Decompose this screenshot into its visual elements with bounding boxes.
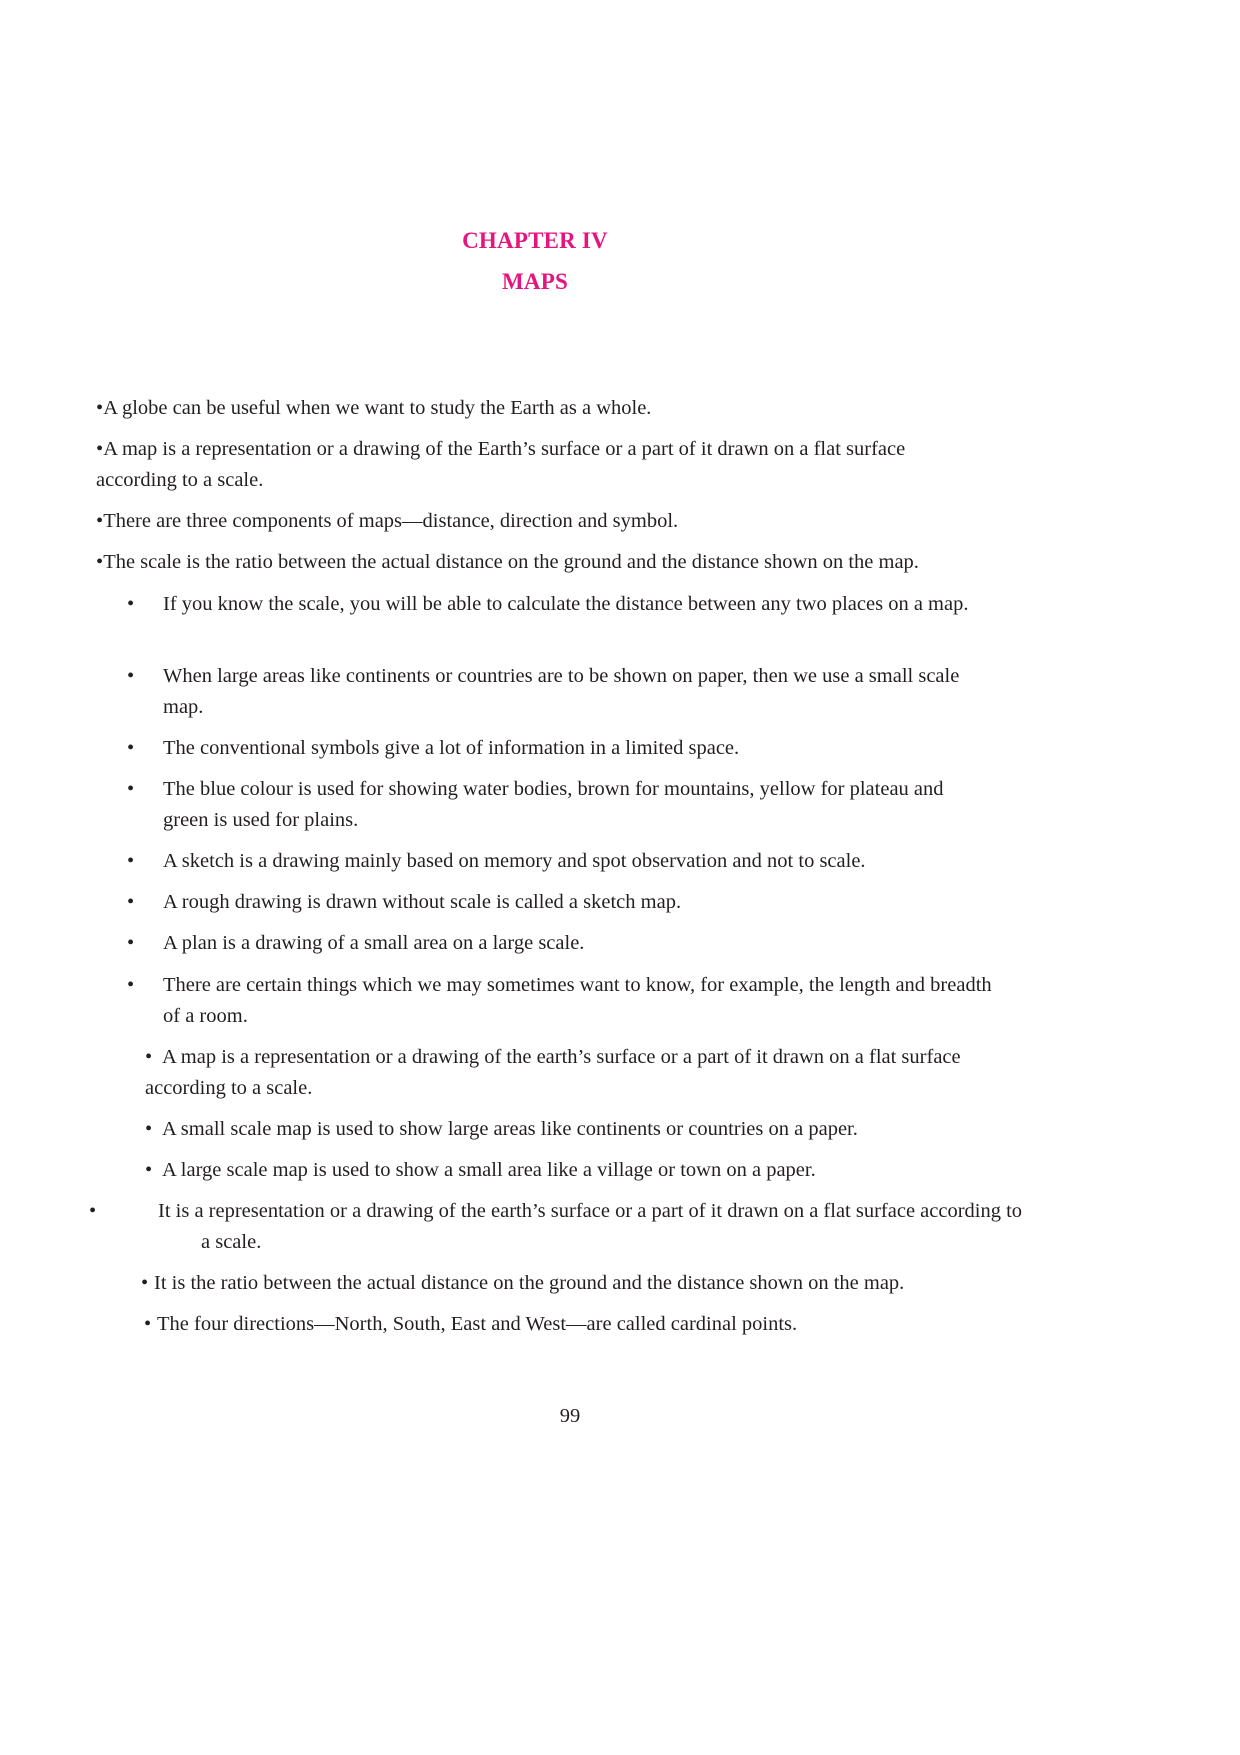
bullet-icon: •: [127, 891, 135, 913]
bullet-text: When large areas like continents or countries are to be shown on paper, then we use a small scale map.: [163, 665, 960, 718]
bullet-icon: •: [127, 778, 135, 800]
bullet-icon: •: [89, 1200, 97, 1222]
bullet-point: [96, 506, 986, 537]
sub-bullet-point: [145, 1042, 975, 1104]
sub-bullet-point: [127, 928, 993, 959]
bullet-text: If you know the scale, you will be able to calculate the distance between any two places on a map.: [163, 593, 969, 615]
bullet-icon: •: [144, 1313, 152, 1335]
sub-bullet-point: [141, 1268, 971, 1299]
bullet-text: A plan is a drawing of a small area on a large scale.: [163, 932, 585, 954]
chapter-number: CHAPTER IV: [462, 228, 608, 253]
sub-bullet-point: [127, 774, 993, 836]
sub-bullet-point: [145, 1114, 975, 1145]
bullet-icon: •: [96, 551, 104, 573]
bullet-text: A large scale map is used to show a small area like a village or town on a paper.: [162, 1159, 816, 1181]
sub-bullet-point: [89, 1196, 1031, 1258]
sub-bullet-point: [127, 733, 993, 764]
bullet-text: There are three components of maps—distance, direction and symbol.: [103, 510, 679, 532]
bullet-icon: •: [145, 1159, 153, 1181]
bullet-icon: •: [145, 1118, 153, 1140]
bullet-point: [96, 393, 986, 424]
bullet-text: A globe can be useful when we want to study the Earth as a whole.: [103, 397, 652, 419]
bullet-text: It is the ratio between the actual distance on the ground and the distance shown on the map.: [154, 1272, 905, 1294]
bullet-icon: •: [96, 438, 104, 460]
bullet-text: The conventional symbols give a lot of information in a limited space.: [163, 737, 740, 759]
bullet-icon: •: [127, 974, 135, 996]
bullet-icon: •: [127, 932, 135, 954]
bullet-icon: •: [127, 737, 135, 759]
bullet-text: A map is a representation or a drawing of the earth’s surface or a part of it drawn on a flat surface according to a scale.: [145, 1046, 961, 1099]
chapter-title: MAPS: [502, 269, 568, 294]
sub-bullet-point: [127, 846, 993, 877]
sub-bullet-point: [127, 589, 993, 620]
bullet-text: The blue colour is used for showing water bodies, brown for mountains, yellow for plateau and green is used for plains.: [163, 778, 944, 831]
bullet-icon: •: [141, 1272, 149, 1294]
sub-bullet-point: [127, 661, 993, 723]
bullet-icon: •: [96, 397, 104, 419]
bullet-icon: •: [127, 593, 135, 615]
bullet-point: [96, 547, 986, 578]
sub-bullet-point: [144, 1309, 974, 1340]
bullet-icon: •: [127, 665, 135, 687]
sub-bullet-point: [127, 887, 993, 918]
bullet-icon: •: [96, 510, 104, 532]
bullet-icon: •: [127, 850, 135, 872]
bullet-icon: •: [145, 1046, 153, 1068]
bullet-text: There are certain things which we may sometimes want to know, for example, the length and breadth of a room.: [163, 974, 992, 1027]
bullet-text: A map is a representation or a drawing of the Earth’s surface or a part of it drawn on a flat surface according to a scale.: [96, 438, 906, 491]
bullet-text: A sketch is a drawing mainly based on memory and spot observation and not to scale.: [163, 850, 866, 872]
bullet-point: [96, 434, 986, 496]
page-number: 99: [559, 1405, 581, 1427]
sub-bullet-point: [145, 1155, 975, 1186]
bullet-text: The four directions—North, South, East and West—are called cardinal points.: [157, 1313, 798, 1335]
sub-bullet-point: [127, 970, 993, 1032]
bullet-text: A rough drawing is drawn without scale is called a sketch map.: [163, 891, 682, 913]
bullet-text: A small scale map is used to show large areas like continents or countries on a paper.: [162, 1118, 858, 1140]
bullet-text: It is a representation or a drawing of the earth’s surface or a part of it drawn on a flat surface according to a scale.: [158, 1200, 1023, 1253]
bullet-text: The scale is the ratio between the actual distance on the ground and the distance shown on the map.: [103, 551, 919, 573]
